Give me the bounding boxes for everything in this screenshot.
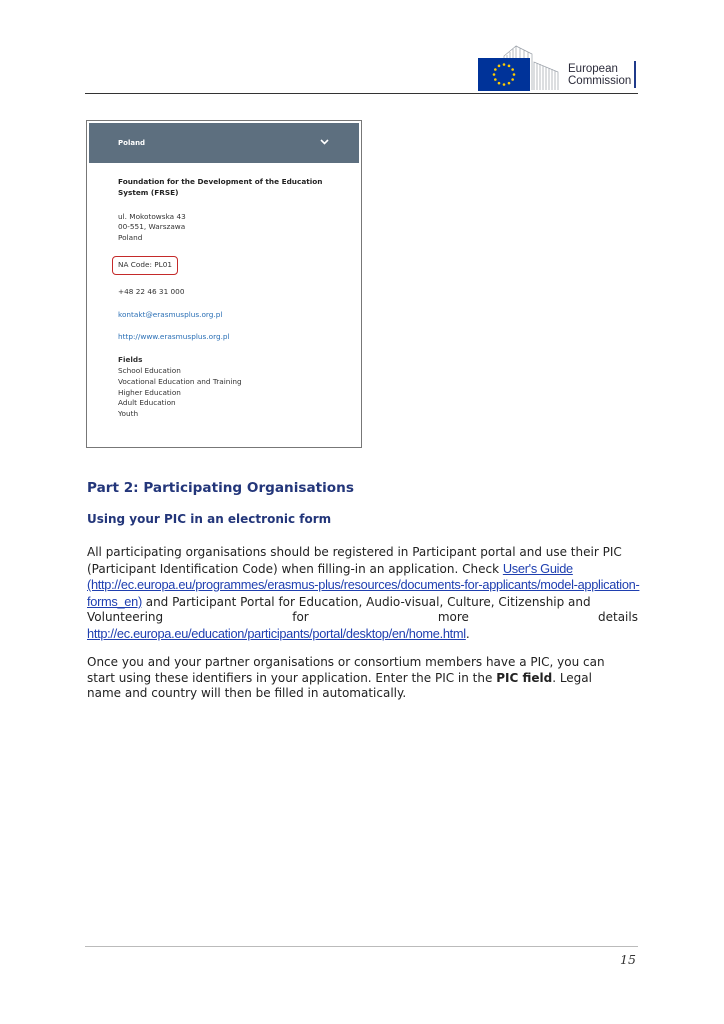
users-guide-link[interactable]: User's Guide [502, 560, 573, 576]
text-line: name and country will then be filled in automatically. [87, 686, 407, 701]
paragraph-pic-usage [87, 655, 638, 702]
address-line: ul. Mokotowska 43 [118, 211, 186, 221]
chevron-down-icon[interactable] [320, 135, 329, 148]
field-item: Adult Education [118, 398, 176, 408]
logo-line-european: European [568, 63, 618, 75]
logo-divider [634, 61, 636, 88]
country-dropdown-header[interactable] [89, 123, 359, 163]
section-subheading: Using your PIC in an electronic form [87, 512, 332, 526]
website-link[interactable]: http://www.erasmusplus.org.pl [118, 332, 230, 342]
model-forms-link[interactable]: (http://ec.europa.eu/programmes/erasmus-plus/resources/documents-for-applicants/model-application- [87, 577, 640, 593]
logo-line-commission: Commission [568, 75, 632, 87]
text-line [87, 671, 638, 687]
european-commission-logo [474, 42, 644, 90]
text-span: . [465, 626, 470, 641]
text-line [87, 626, 638, 643]
field-item: Youth [118, 409, 139, 419]
na-details-screenshot [86, 120, 362, 448]
text-span: . Legal [552, 670, 592, 685]
page-number: 15 [620, 952, 636, 967]
text-line [87, 577, 638, 594]
field-item: Higher Education [118, 387, 181, 397]
footer-rule [85, 946, 638, 947]
agency-details [118, 177, 348, 420]
header-rule [85, 93, 638, 94]
participant-portal-link[interactable]: http://ec.europa.eu/education/participants/portal/desktop/en/home.html [87, 625, 466, 641]
organisation-name: Foundation for the Development of the Education System (FRSE) [118, 177, 323, 197]
phone-number: +48 22 46 31 000 [118, 286, 185, 296]
na-code-highlight: NA Code: PL01 [112, 256, 178, 275]
country-label: Poland [118, 139, 146, 147]
text-line-justified [87, 610, 638, 626]
field-item: Vocational Education and Training [118, 376, 242, 386]
text-span: and Participant Portal for Education, Audio-visual, Culture, Citizenship and [141, 594, 591, 609]
word: details [598, 610, 638, 625]
address-line: Poland [118, 233, 143, 243]
address-line: 00-551, Warszawa [118, 222, 186, 232]
paragraph-pic-registration [87, 545, 638, 643]
text-line [87, 594, 638, 611]
text-line [87, 561, 638, 578]
word: Volunteering [87, 610, 164, 625]
fields-title: Fields [118, 355, 143, 365]
logo-text [568, 63, 631, 87]
email-link[interactable]: kontakt@erasmusplus.org.pl [118, 309, 223, 319]
text-line: Once you and your partner organisations or consortium members have a PIC, you can [87, 655, 605, 669]
text-span: (Participant Identification Code) when filling-in an application. Check [87, 561, 503, 576]
model-forms-link-end[interactable]: forms_en) [87, 593, 142, 609]
text-span: start using these identifiers in your application. Enter the PIC in the [87, 670, 497, 685]
text-line: All participating organisations should be registered in Participant portal and use their PIC [87, 545, 622, 559]
pic-field-bold: PIC field [496, 670, 553, 685]
word: more [437, 610, 469, 625]
field-item: School Education [118, 365, 181, 375]
eu-flag-icon [478, 58, 530, 91]
section-heading: Part 2: Participating Organisations [87, 480, 354, 496]
word: for [292, 610, 309, 625]
